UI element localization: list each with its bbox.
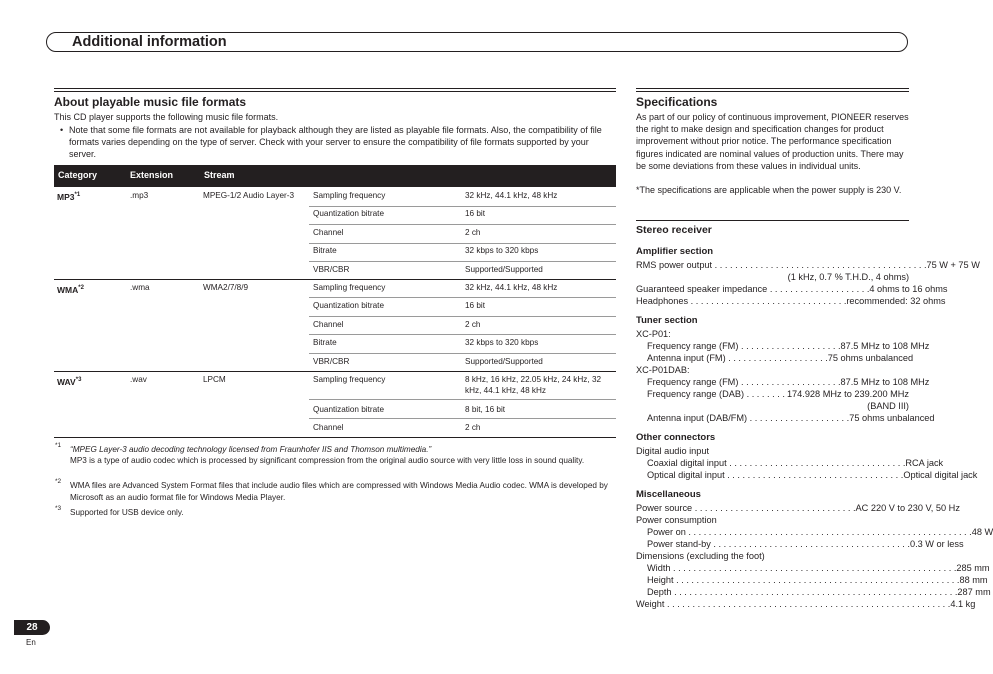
footnote-mark: *1 [55,442,62,449]
spec-dimensions: Dimensions (excluding the foot) [636,551,765,561]
section-rule-right [636,88,909,92]
specifications-note: *The specifications are applicable when the power supply is 230 V. [636,185,902,195]
page-number: 28 [14,620,50,635]
footnote-1-quote: “MPEG Layer-3 audio decoding technology licensed from Fraunhofer IIS and Thomson multimedia.” [70,445,432,454]
table-row: Sampling frequency [313,375,386,384]
spec-digital-input: Digital audio input [636,446,710,456]
footnote-mark: *3 [55,505,62,512]
table-cell: 16 bit [465,209,486,218]
row-divider [309,206,616,207]
table-row: Quantization bitrate [313,209,385,218]
language-code: En [26,638,36,647]
row-divider [309,243,616,244]
other-connectors-title: Other connectors [636,432,716,443]
table-row: Quantization bitrate [313,405,385,414]
spec-optical: Optical digital input . . . . . . . . . . . . . . . . . . . . . . . . . . . . . . . . . . . Optical digital jack [647,470,978,480]
spec-xc2-band: (BAND III) [867,401,909,411]
spec-xc1-fm: Frequency range (FM) . . . . . . . . . . . . . . . . . . . . 87.5 MHz to 108 MHz [647,341,930,351]
row-divider [309,261,616,262]
table-row: VBR/CBR [313,265,350,274]
formats-note: Note that some file formats are not available for playback although they are listed as playable file formats. Also, the compatibility of file formats varies depending on the type of server. Check with your server to ensure the compatibility of file formats supported by your server. [69,125,602,160]
spec-power-consumption: Power consumption [636,515,717,525]
spec-rms: RMS power output . . . . . . . . . . . . . . . . . . . . . . . . . . . . . . . . . . . . . . . . . . 75 W + 75 W [636,260,980,270]
table-row: Sampling frequency [313,191,386,200]
col-extension: Extension [130,170,174,180]
spec-xc2-antenna: Antenna input (DAB/FM) . . . . . . . . . . . . . . . . . . . . 75 ohms unbalanced [647,413,935,423]
spec-impedance: Guaranteed speaker impedance . . . . . . . . . . . . . . . . . . . . 4 ohms to 16 ohms [636,284,948,294]
table-bottom-rule [54,437,616,438]
spec-xc1-antenna: Antenna input (FM) . . . . . . . . . . . . . . . . . . . . 75 ohms unbalanced [647,353,914,363]
amplifier-title: Amplifier section [636,246,714,257]
table-cell: 32 kbps to 320 kbps [465,338,539,347]
row-divider [309,418,616,419]
category-wma: WMA$^{*2}$ [57,284,84,295]
table-row: Channel [313,423,344,432]
formats-intro: This CD player supports the following music file formats. [54,112,279,122]
table-cell: 32 kHz, 44.1 kHz, 48 kHz [465,191,558,200]
ext-mp3: .mp3 [130,191,149,200]
row-divider [309,297,616,298]
col-stream: Stream [204,170,235,180]
category-wav: WAV$^{*3}$ [57,376,82,387]
footnote-2-text: WMA files are Advanced System Format files that include audio files which are compressed with Windows Media Audio codec. WMA is developed by Microsoft as an audio format file for Windows Media Player. [70,481,608,502]
stereo-title: Stereo receiver [636,224,712,236]
table-cell: 8 bit, 16 bit [465,405,506,414]
table-row: Quantization bitrate [313,301,385,310]
spec-width: Width . . . . . . . . . . . . . . . . . . . . . . . . . . . . . . . . . . . . . . . . . . . . . . . . . . . . . . . . 285 mm [647,563,990,573]
spec-power-standby: Power stand-by . . . . . . . . . . . . . . . . . . . . . . . . . . . . . . . . . . . . . . . 0.3 W or less [647,539,964,549]
spec-power-on: Power on . . . . . . . . . . . . . . . . . . . . . . . . . . . . . . . . . . . . . . . . . . . . . . . . . . . . . . . . 48 W [647,527,993,537]
spec-xc2: XC-P01DAB: [636,365,690,375]
table-row: VBR/CBR [313,357,350,366]
ext-wav: .wav [130,375,147,384]
table-row: Bitrate [313,338,337,347]
row-divider [309,399,616,400]
table-row: Channel [313,228,344,237]
table-row: Channel [313,320,344,329]
table-row: Bitrate [313,246,337,255]
miscellaneous-title: Miscellaneous [636,489,701,500]
specifications-intro: As part of our policy of continuous improvement, PIONEER reserves the right to make design and specification changes for product improvement without prior notice. The performance specification figures indicated are nominal values of production units. There may be some deviations from these values in individual units. [636,112,909,171]
group-divider [54,371,616,372]
table-cell: 2 ch [465,423,481,432]
table-cell: Supported/Supported [465,357,543,366]
spec-weight: Weight . . . . . . . . . . . . . . . . . . . . . . . . . . . . . . . . . . . . . . . . . . . . . . . . . . . . . . . . 4.1 kg [636,599,976,609]
tuner-title: Tuner section [636,315,698,326]
table-header [54,165,616,187]
col-category: Category [58,170,98,180]
formats-title: About playable music file formats [54,95,247,109]
spec-rms-cond: (1 kHz, 0.7 % T.H.D., 4 ohms) [787,272,909,282]
spec-headphones: Headphones . . . . . . . . . . . . . . . . . . . . . . . . . . . . . . . recommended: 32 ohms [636,296,946,306]
row-divider [309,316,616,317]
group-divider [54,279,616,280]
spec-power-source: Power source . . . . . . . . . . . . . . . . . . . . . . . . . . . . . . . . AC 220 V to 230 V, 50 Hz [636,503,960,513]
stream-wma: WMA2/7/8/9 [203,283,249,292]
table-cell: Supported/Supported [465,265,543,274]
footnote-mark: *2 [55,478,62,485]
section-rule-left [54,88,616,92]
table-cell: 2 ch [465,228,481,237]
spec-depth: Depth . . . . . . . . . . . . . . . . . . . . . . . . . . . . . . . . . . . . . . . . . . . . . . . . . . . . . . . . 287 mm [647,587,991,597]
stream-mp3: MPEG-1/2 Audio Layer-3 [203,191,295,200]
row-divider [309,353,616,354]
table-cell: 32 kbps to 320 kbps [465,246,539,255]
row-divider [309,224,616,225]
spec-height: Height . . . . . . . . . . . . . . . . . . . . . . . . . . . . . . . . . . . . . . . . . . . . . . . . . . . . . . . . 88 mm [647,575,988,585]
category-mp3: MP3$^{*1}$ [57,191,81,202]
ext-wma: .wma [130,283,150,292]
table-cell: 32 kHz, 44.1 kHz, 48 kHz [465,283,558,292]
table-cell: 16 bit [465,301,486,310]
table-cell: 8 kHz, 16 kHz, 22.05 kHz, 24 kHz, 32 kHz, 44.1 kHz, 48 kHz [465,375,602,395]
row-divider [309,334,616,335]
spec-xc2-fm: Frequency range (FM) . . . . . . . . . . . . . . . . . . . . 87.5 MHz to 108 MHz [647,377,930,387]
table-cell: 2 ch [465,320,481,329]
specifications-title: Specifications [636,95,718,109]
stereo-rule [636,220,909,221]
spec-xc1: XC-P01: [636,329,671,339]
stream-wav: LPCM [203,375,226,384]
table-row: Sampling frequency [313,283,386,292]
footnote-3-text: Supported for USB device only. [70,508,184,517]
spec-coaxial: Coaxial digital input . . . . . . . . . . . . . . . . . . . . . . . . . . . . . . . . . . . RCA jack [647,458,944,468]
bullet-icon: • [60,125,64,135]
footnote-1-text: MP3 is a type of audio codec which is processed by significant compression from the original audio source with very little loss in sound quality. [70,456,585,465]
page-title: Additional information [72,34,227,50]
spec-xc2-dab: Frequency range (DAB) . . . . . . . . 174.928 MHz to 239.200 MHz [647,389,909,399]
